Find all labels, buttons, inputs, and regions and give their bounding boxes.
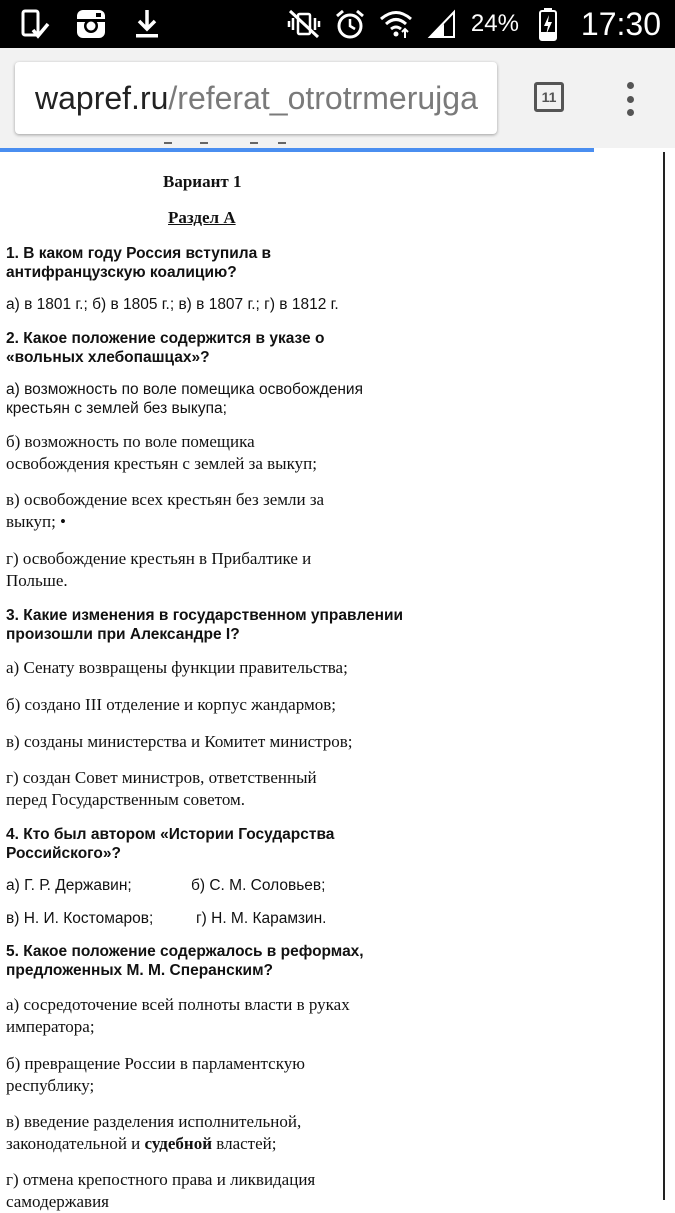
question-2-answer-c-line-2: выкуп; • bbox=[6, 512, 66, 531]
battery-charging-icon bbox=[531, 7, 565, 41]
question-5-answer-b-line-1: б) превращение России в парламентскую bbox=[6, 1054, 305, 1073]
question-1-answers: а) в 1801 г.; б) в 1805 г.; в) в 1807 г.; г) в 1812 г. bbox=[6, 296, 339, 313]
answer-c-text-pre: законодательной и bbox=[6, 1134, 145, 1153]
question-5-answer-d-line-2: самодержавия bbox=[6, 1192, 109, 1211]
question-1-line-2: антифранцузскую коалицию? bbox=[6, 264, 237, 281]
page-border-line bbox=[663, 152, 665, 1200]
url-text[interactable] bbox=[35, 80, 478, 116]
question-4-answer-c: в) Н. И. Костомаров; bbox=[6, 910, 154, 927]
question-5-answer-c-line-2 bbox=[6, 1133, 276, 1155]
question-4-line-1: 4. Кто был автором «Истории Государства bbox=[6, 826, 335, 843]
question-4-answer-b: б) С. М. Соловьев; bbox=[191, 877, 326, 894]
status-bar bbox=[0, 0, 675, 48]
wifi-icon bbox=[379, 7, 413, 41]
question-2-answer-a-line-2: крестьян с землей без выкупа; bbox=[6, 400, 227, 417]
question-2-answer-c-line-1: в) освобождение всех крестьян без земли за bbox=[6, 490, 325, 509]
notification-icons bbox=[18, 7, 164, 41]
question-4-line-2: Российского»? bbox=[6, 845, 121, 862]
mute-vibrate-icon bbox=[287, 7, 321, 41]
download-icon bbox=[130, 7, 164, 41]
screenshot-check-icon bbox=[18, 7, 52, 41]
system-icons bbox=[287, 0, 661, 48]
question-4-answer-d: г) Н. М. Карамзин. bbox=[196, 910, 327, 927]
answer-c-text-post: властей; bbox=[212, 1134, 277, 1153]
question-5-answer-a-line-1: а) сосредоточение всей полноты власти в руках bbox=[6, 995, 350, 1014]
instagram-icon bbox=[74, 7, 108, 41]
question-2-line-1: 2. Какое положение содержится в указе о bbox=[6, 330, 325, 347]
url-path: /referat_otrotrmerujga bbox=[168, 80, 478, 116]
question-5-line-1: 5. Какое положение содержалось в реформах, bbox=[6, 943, 364, 960]
question-5-line-2: предложенных М. М. Сперанским? bbox=[6, 962, 274, 979]
url-domain: wapref.ru bbox=[35, 80, 169, 116]
question-5-answer-c-line-1: в) введение разделения исполнительной, bbox=[6, 1112, 302, 1131]
url-bar[interactable] bbox=[15, 62, 497, 134]
question-5-answer-a-line-2: императора; bbox=[6, 1017, 95, 1036]
clock: 17:30 bbox=[580, 5, 661, 42]
overflow-menu-icon[interactable] bbox=[620, 82, 640, 116]
question-3-answer-c: в) созданы министерства и Комитет министров; bbox=[6, 732, 353, 751]
question-5-answer-d-line-1: г) отмена крепостного права и ликвидация bbox=[6, 1170, 316, 1189]
signal-icon bbox=[425, 7, 459, 41]
alarm-icon bbox=[333, 7, 367, 41]
question-2-answer-d-line-2: Польше. bbox=[6, 571, 68, 590]
question-3-line-2: произошли при Александре I? bbox=[6, 626, 240, 643]
answer-c-text-bold: судебной bbox=[144, 1134, 213, 1153]
question-3-line-1: 3. Какие изменения в государственном управлении bbox=[6, 607, 403, 624]
tab-switcher-button[interactable] bbox=[534, 82, 564, 112]
question-4-answer-a: а) Г. Р. Державин; bbox=[6, 877, 132, 894]
question-3-answer-a: а) Сенату возвращены функции правительства; bbox=[6, 658, 348, 677]
question-3-answer-d-line-1: г) создан Совет министров, ответственный bbox=[6, 768, 317, 787]
question-2-answer-b-line-1: б) возможность по воле помещика bbox=[6, 432, 255, 451]
section-heading: Раздел А bbox=[168, 208, 236, 227]
battery-percent: 24% bbox=[470, 10, 519, 37]
variant-heading: Вариант 1 bbox=[163, 172, 242, 191]
question-2-answer-d-line-1: г) освобождение крестьян в Прибалтике и bbox=[6, 549, 312, 568]
question-2-answer-b-line-2: освобождения крестьян с землей за выкуп; bbox=[6, 454, 317, 473]
browser-toolbar bbox=[0, 48, 675, 148]
question-2-line-2: «вольных хлебопашцах»? bbox=[6, 349, 210, 366]
question-1-line-1: 1. В каком году Россия вступила в bbox=[6, 245, 272, 262]
question-3-answer-b: б) создано III отделение и корпус жандармов; bbox=[6, 695, 336, 714]
tab-count: 11 bbox=[541, 89, 557, 105]
cut-off-text-fragment bbox=[160, 142, 300, 156]
question-2-answer-a-line-1: а) возможность по воле помещика освобождения bbox=[6, 381, 363, 398]
web-page-content[interactable] bbox=[0, 152, 675, 1211]
question-5-answer-b-line-2: республику; bbox=[6, 1076, 95, 1095]
question-3-answer-d-line-2: перед Государственным советом. bbox=[6, 790, 246, 809]
